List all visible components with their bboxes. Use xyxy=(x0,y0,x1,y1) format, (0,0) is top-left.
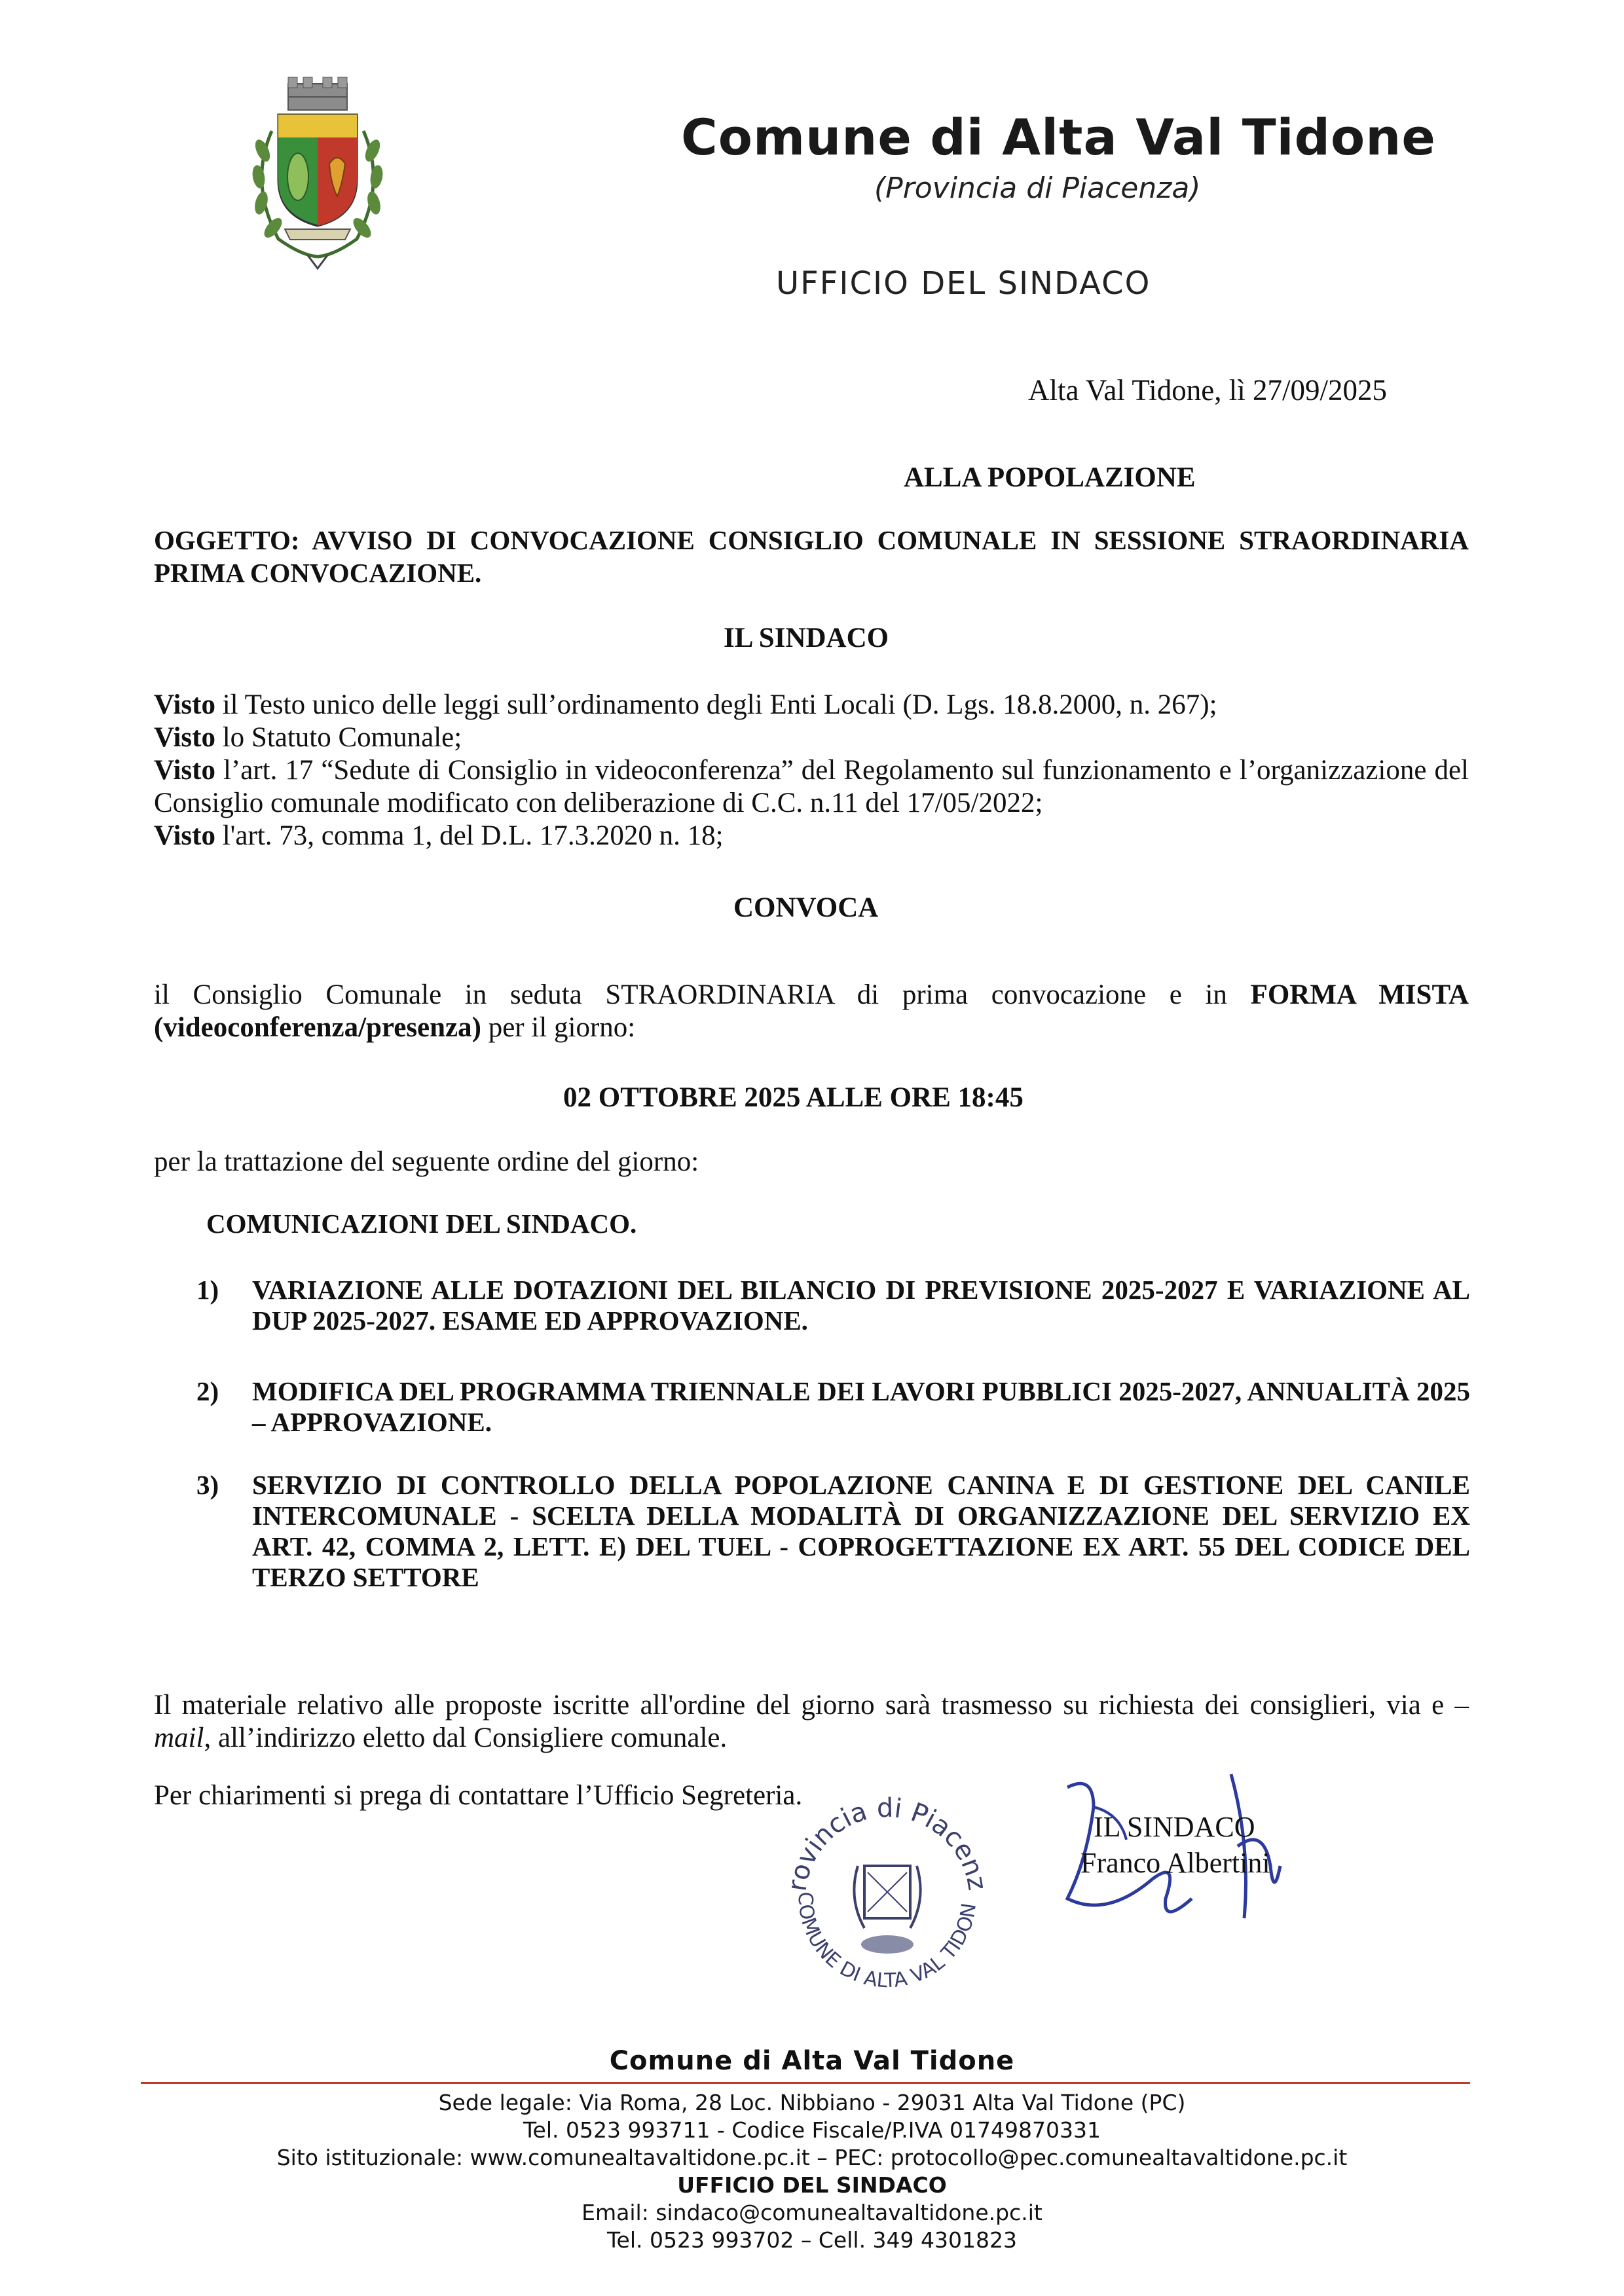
footer-website-pec: Sito istituzionale: www.comunealtavaltidone.pc.it – PEC: protocollo@pec.comunealtavaltidone.pc.it xyxy=(276,2145,1348,2170)
visto-text: l'art. 73, comma 1, del D.L. 17.3.2020 n. 18; xyxy=(215,820,724,851)
stamp-bottom-text: COMUNE DI ALTA VAL TIDON xyxy=(793,1891,982,1993)
visto-lead: Visto xyxy=(154,820,215,851)
legal-references xyxy=(154,689,1469,852)
stamp-top-text: rovincia di Piacenz xyxy=(782,1793,993,1893)
convocation-text-end: per il giorno: xyxy=(481,1012,636,1043)
visto-item xyxy=(154,754,1469,820)
footer-phones: Tel. 0523 993702 – Cell. 349 4301823 xyxy=(606,2227,1018,2253)
signature-title: IL SINDACO xyxy=(1094,1811,1255,1843)
footer-divider xyxy=(141,2082,1470,2084)
section-heading-convoca: CONVOCA xyxy=(733,892,879,923)
footer-office: UFFICIO DEL SINDACO xyxy=(677,2172,947,2198)
material-text-italic: mail xyxy=(154,1722,204,1753)
visto-lead: Visto xyxy=(154,689,215,720)
convocation-text: il Consiglio Comunale in seduta STRAORDINARIA di prima convocazione e in xyxy=(154,979,1251,1010)
convocation-paragraph xyxy=(154,979,1469,1044)
agenda-number: 3) xyxy=(196,1470,219,1500)
footer-phone-tax: Tel. 0523 993711 - Codice Fiscale/P.IVA 01749870331 xyxy=(523,2117,1101,2143)
material-text: Il materiale relativo alle proposte iscritte all'ordine del giorno sarà trasmesso su richiesta dei consiglieri, via e – xyxy=(154,1690,1469,1721)
visto-item xyxy=(154,820,1469,852)
official-stamp-icon xyxy=(776,1768,999,2016)
convocation-mode: FORMA MISTA (videoconferenza/presenza) xyxy=(154,979,1469,1043)
province-subtitle: (Provincia di Piacenza) xyxy=(874,172,1201,205)
meeting-datetime: 02 OTTOBRE 2025 ALLE ORE 18:45 xyxy=(563,1082,1024,1113)
agenda-number: 1) xyxy=(196,1275,219,1305)
svg-text:Provincia di Piacenza xyxy=(776,1768,992,1893)
footer-title: Comune di Alta Val Tidone xyxy=(609,2046,1015,2076)
coat-of-arms-icon xyxy=(232,72,403,275)
date-line: Alta Val Tidone, lì 27/09/2025 xyxy=(1028,374,1387,407)
section-heading-il-sindaco: IL SINDACO xyxy=(724,623,889,653)
visto-text: l’art. 17 “Sedute di Consiglio in videoconferenza” del Regolamento sul funzionamento e l’organizzazione del Consiglio comunale modificato con deliberazione di C.C. n.11 del 17/05/2022; xyxy=(154,755,1469,818)
contact-note: Per chiarimenti si prega di contattare l’Ufficio Segreteria. xyxy=(154,1780,803,1811)
visto-lead: Visto xyxy=(154,722,215,753)
agenda-number: 2) xyxy=(196,1376,219,1406)
material-text-end: , all’indirizzo eletto dal Consigliere comunale. xyxy=(204,1722,728,1753)
agenda-communications: COMUNICAZIONI DEL SINDACO. xyxy=(206,1209,637,1239)
page-title: Comune di Alta Val Tidone xyxy=(681,108,1436,166)
recipient: ALLA POPOLAZIONE xyxy=(904,462,1196,493)
visto-text: il Testo unico delle leggi sull’ordinamento degli Enti Locali (D. Lgs. 18.8.2000, n. 267); xyxy=(215,689,1217,720)
agenda-text: VARIAZIONE ALLE DOTAZIONI DEL BILANCIO DI PREVISIONE 2025-2027 E VARIAZIONE AL DUP 2025-2027. ESAME ED APPROVAZIONE. xyxy=(252,1275,1470,1336)
agenda-intro: per la trattazione del seguente ordine del giorno: xyxy=(154,1146,699,1177)
visto-text: lo Statuto Comunale; xyxy=(215,722,462,753)
footer-email: Email: sindaco@comunealtavaltidone.pc.it xyxy=(581,2200,1043,2225)
office-heading: UFFICIO DEL SINDACO xyxy=(776,265,1151,302)
agenda-text: SERVIZIO DI CONTROLLO DELLA POPOLAZIONE CANINA E DI GESTIONE DEL CANILE INTERCOMUNALE - SCELTA DELLA MODALITÀ DI ORGANIZZAZIONE DEL SERVIZIO EX ART. 42, COMMA 2, LETT. E) DEL TUEL - COPROGETTAZIONE EX ART. 55 DEL CODICE DEL TERZO SETTORE xyxy=(252,1470,1470,1592)
signature-name: Franco Albertini xyxy=(1080,1847,1270,1879)
material-note xyxy=(154,1689,1469,1755)
visto-lead: Visto xyxy=(154,755,215,786)
visto-item xyxy=(154,721,1469,754)
agenda-text: MODIFICA DEL PROGRAMMA TRIENNALE DEI LAVORI PUBBLICI 2025-2027, ANNUALITÀ 2025 – APPROVAZIONE. xyxy=(252,1376,1470,1437)
subject-line: OGGETTO: AVVISO DI CONVOCAZIONE CONSIGLIO COMUNALE IN SESSIONE STRAORDINARIA PRIMA CONVOCAZIONE. xyxy=(154,525,1469,588)
footer-address: Sede legale: Via Roma, 28 Loc. Nibbiano - 29031 Alta Val Tidone (PC) xyxy=(438,2090,1186,2115)
visto-item xyxy=(154,689,1469,721)
